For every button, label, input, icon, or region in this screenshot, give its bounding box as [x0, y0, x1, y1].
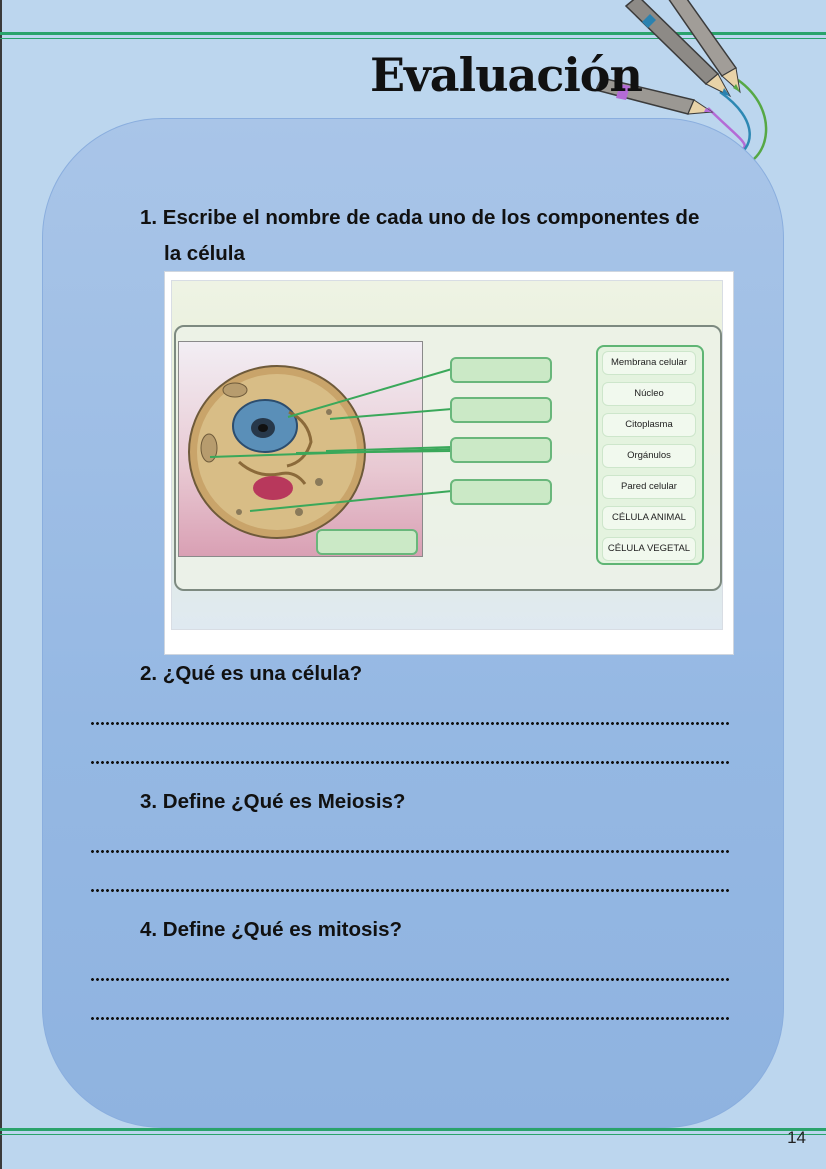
question-3: 3. Define ¿Qué es Meiosis?: [140, 790, 406, 813]
answer-line[interactable]: [90, 850, 730, 853]
page-left-edge: [0, 0, 2, 1169]
word-chip[interactable]: Citoplasma: [602, 413, 696, 437]
answer-line[interactable]: [90, 1017, 730, 1020]
cell-diagram-figure: [164, 271, 734, 655]
answer-line[interactable]: [90, 978, 730, 981]
activity-card: [174, 325, 722, 591]
answer-blank-4[interactable]: [450, 479, 552, 505]
answer-line[interactable]: [90, 722, 730, 725]
question-1: [140, 200, 740, 272]
question-1-line-2: la célula: [164, 242, 245, 265]
page-title: Evaluación: [370, 48, 642, 102]
word-chip[interactable]: Núcleo: [602, 382, 696, 406]
bottom-rule-thin: [0, 1134, 826, 1135]
word-chip[interactable]: Orgánulos: [602, 444, 696, 468]
answer-line[interactable]: [90, 889, 730, 892]
question-1-line-1: 1. Escribe el nombre de cada uno de los componentes de: [140, 206, 700, 229]
answer-blank-3[interactable]: [450, 437, 552, 463]
answer-blank-cell-type[interactable]: [316, 529, 418, 555]
page-number: 14: [787, 1128, 806, 1147]
word-bank: [596, 345, 704, 565]
figure-background: [171, 280, 723, 630]
word-chip[interactable]: Pared celular: [602, 475, 696, 499]
word-chip[interactable]: CÉLULA VEGETAL: [602, 537, 696, 561]
answer-blank-1[interactable]: [450, 357, 552, 383]
word-chip[interactable]: CÉLULA ANIMAL: [602, 506, 696, 530]
question-4: 4. Define ¿Qué es mitosis?: [140, 918, 403, 941]
question-2: 2. ¿Qué es una célula?: [140, 662, 363, 685]
bottom-rule: [0, 1128, 826, 1131]
answer-line[interactable]: [90, 761, 730, 764]
word-chip[interactable]: Membrana celular: [602, 351, 696, 375]
answer-blank-2[interactable]: [450, 397, 552, 423]
